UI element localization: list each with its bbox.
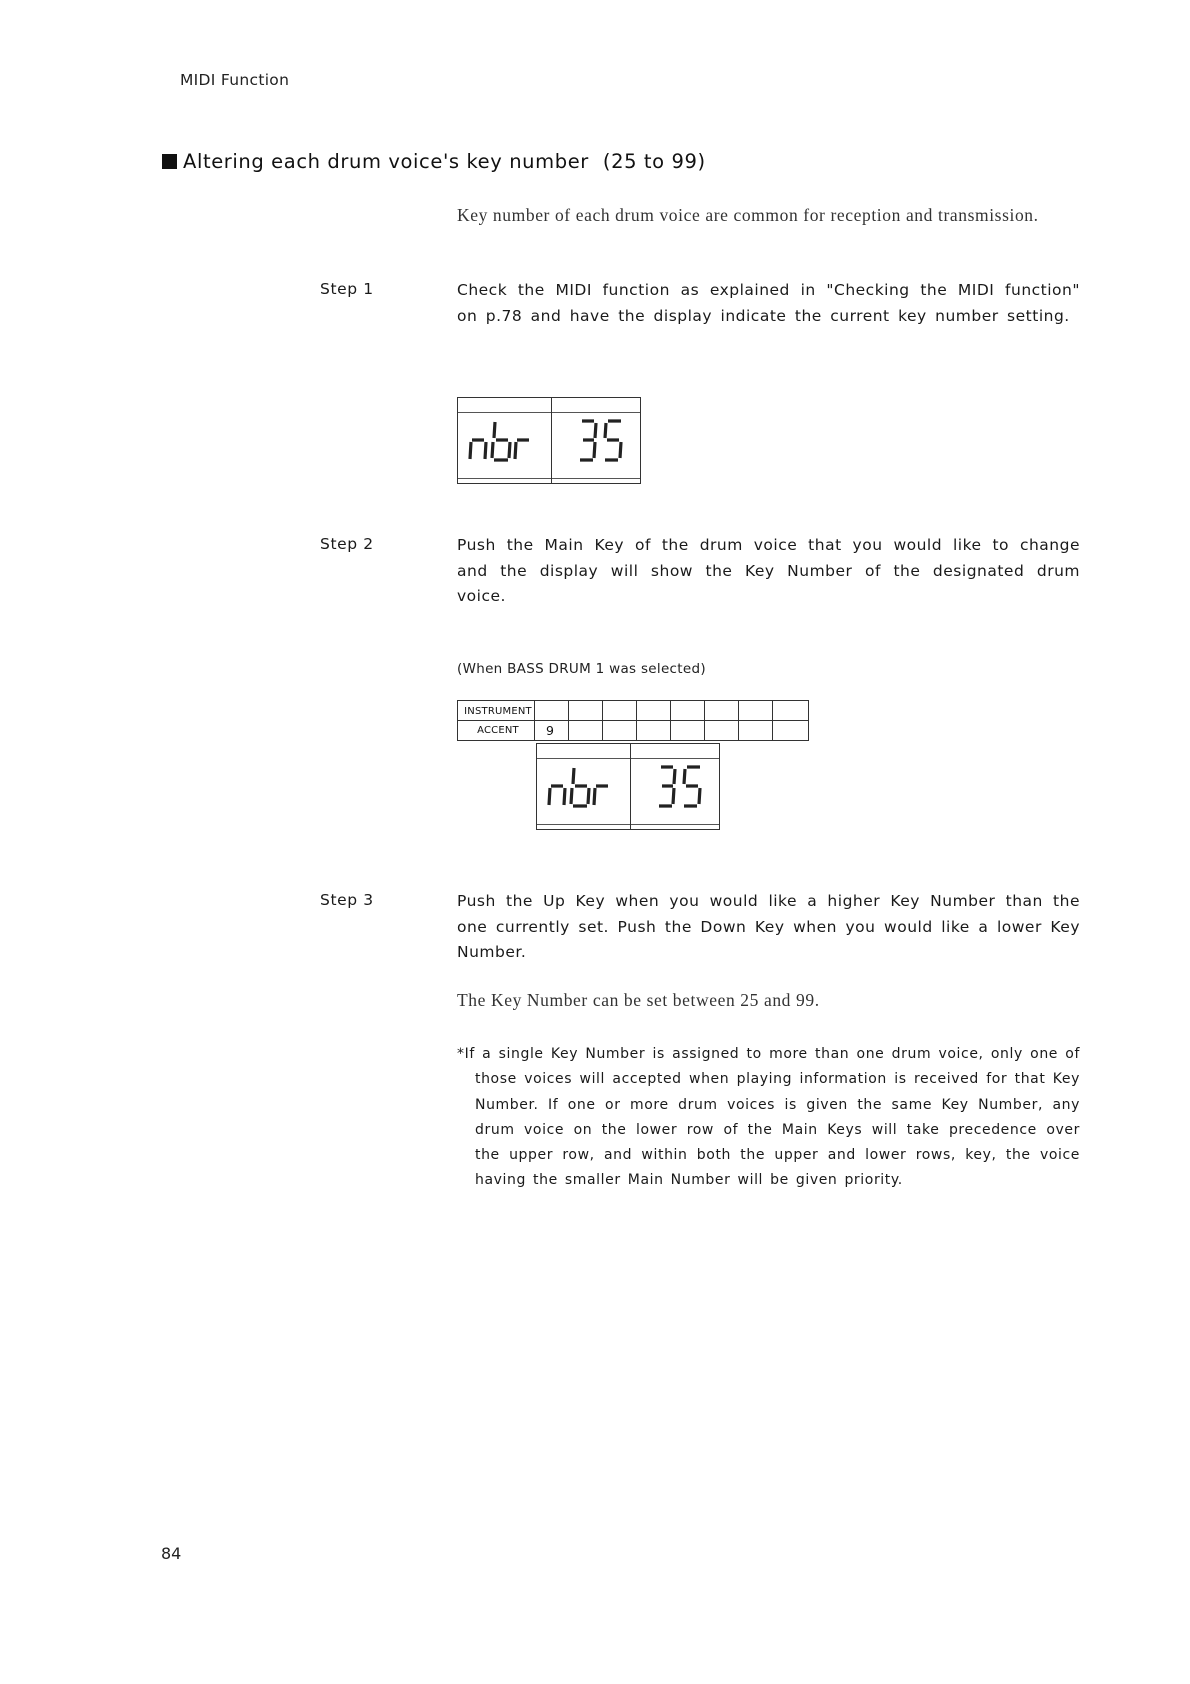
grid-col-divider [568, 701, 569, 740]
grid-col-divider [636, 701, 637, 740]
lcd-display-step-1 [457, 397, 641, 484]
section-title-range: (25 to 99) [602, 150, 706, 173]
grid-col-divider [670, 701, 671, 740]
section-title-text: Altering each drum voice's key number [183, 150, 589, 173]
step-3-label: Step 3 [320, 891, 374, 909]
grid-row-divider [458, 720, 808, 721]
seven-segment-digits [537, 744, 717, 827]
step-2-text: Push the Main Key of the drum voice that you would like to change and the display will show the Key Number of the designated drum voice. [457, 536, 1080, 605]
footnote [457, 1042, 1080, 1194]
footnote-text: *If a single Key Number is assigned to more than one drum voice, only one of those voices will accepted when playing information is received for that Key Number. If one or more drum voices is given the same Key Number, any drum voice on the lower row of the Main Keys will take precedence over the upper row, and within both the upper and lower rows, key, the voice having the smaller Main Number will be given priority. [457, 1046, 1080, 1189]
running-head: MIDI Function [180, 71, 290, 89]
seven-segment-digits [458, 398, 638, 481]
section-title [162, 150, 706, 173]
instrument-accent-grid [457, 700, 809, 741]
step-2-label: Step 2 [320, 535, 374, 553]
bullet-square-icon [162, 154, 177, 169]
grid-accent-label: ACCENT [477, 725, 519, 736]
step-3-text: Push the Up Key when you would like a higher Key Number than the one currently set. Push the Down Key when you would like a lower Key Number. [457, 892, 1080, 961]
page-number: 84 [161, 1544, 182, 1563]
grid-col-divider [738, 701, 739, 740]
grid-col-divider [704, 701, 705, 740]
grid-col-divider [772, 701, 773, 740]
grid-instrument-label: INSTRUMENT [464, 706, 532, 717]
lcd-display-step-2 [536, 743, 720, 830]
range-note: The Key Number can be set between 25 and 99. [457, 990, 820, 1010]
grid-accent-value: 9 [546, 723, 554, 738]
grid-col-divider [602, 701, 603, 740]
intro-paragraph: Key number of each drum voice are common for reception and transmission. [457, 205, 1039, 225]
figure-caption: (When BASS DRUM 1 was selected) [457, 661, 706, 677]
step-1-label: Step 1 [320, 280, 374, 298]
step-1-text: Check the MIDI function as explained in "Checking the MIDI function" on p.78 and have the display indicate the current key number setting. [457, 281, 1080, 325]
